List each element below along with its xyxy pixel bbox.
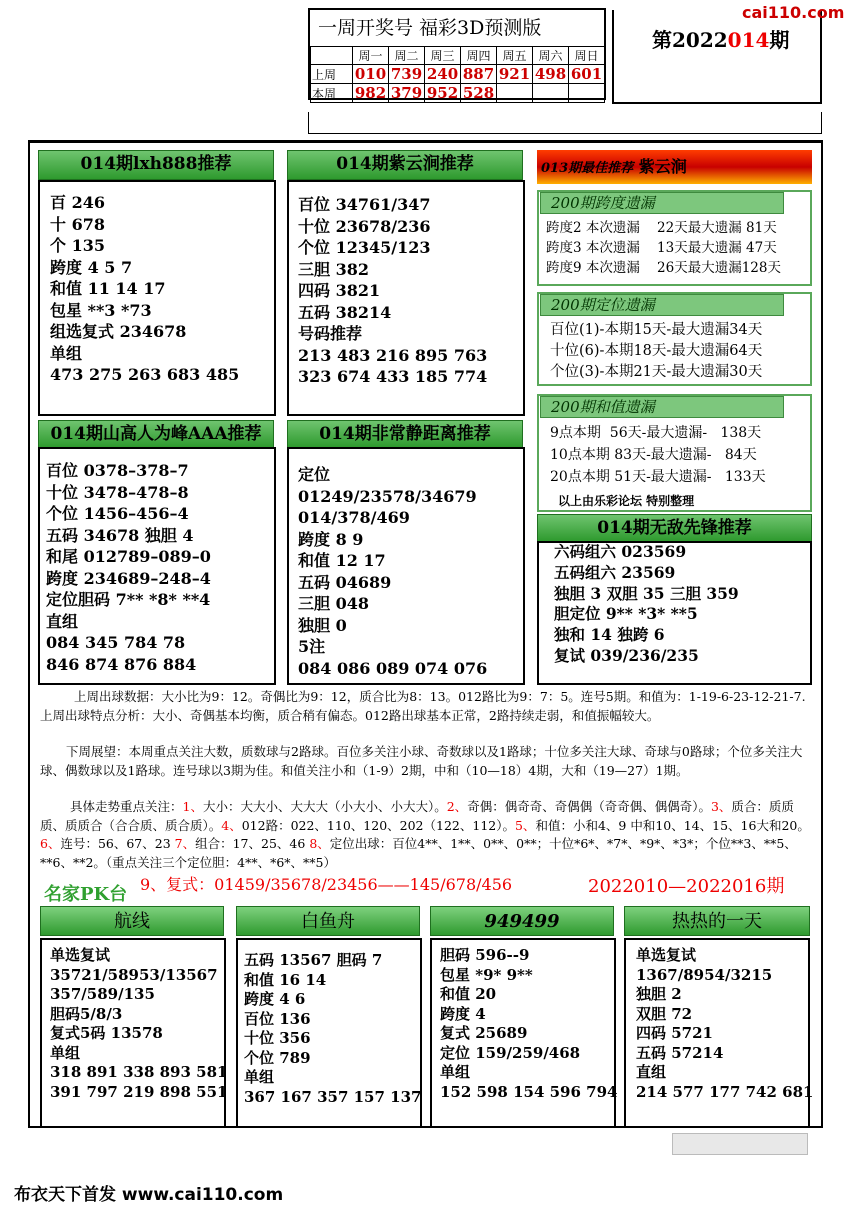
site-logo[interactable]: cai110.com [742, 3, 845, 22]
issue-number [652, 24, 789, 53]
text-line: 五码 57214 [636, 1043, 724, 1062]
text-line: 318 891 338 893 581 [50, 1063, 228, 1081]
panel-lines [298, 194, 487, 388]
text-line: 十 678 [50, 214, 105, 234]
panel-title: 014期紫云涧推荐 [287, 150, 523, 180]
draw-number: 498 [533, 65, 569, 84]
trend-num: 5、 [514, 817, 536, 833]
trend-num: 6、 [40, 836, 61, 851]
bottom-panel-title: 949499 [430, 906, 614, 936]
text-line: 定位 [298, 465, 331, 484]
pos-missing-lines [550, 320, 762, 383]
text-line: 个位 12345/123 [298, 238, 431, 257]
text-line: 复式5码 13578 [50, 1024, 163, 1042]
analysis-last-week: 上周出球数据：大小比为9：12。奇偶比为9：12，质合比为8：13。012路比为9：7：5。连号5期。和值为：1-19-6-23-12-21-7.上周出球特点分析：大小、奇偶基本均衡，质合稍有偏态。012路出球基本正常，2路持续走弱，和值振幅较大。 [40, 689, 806, 723]
trend-text: 和值：小和4、9 中和10、14、15、16大和20。 [535, 817, 810, 833]
text-line: 391 797 219 898 551 [50, 1082, 228, 1101]
trend-text: 组合：17、25、46 [195, 836, 310, 851]
wudi-lines [554, 542, 739, 667]
bottom-panel-title: 白鱼舟 [236, 906, 420, 936]
text-line: 和值 12 17 [298, 551, 386, 570]
text-line: 014/378/469 [298, 508, 410, 527]
analysis-trend [40, 798, 812, 872]
text-line: 213 483 216 895 763 [298, 345, 488, 365]
text-line: 包星 **3 *73 [50, 300, 152, 320]
text-line: 084 086 089 074 076 [298, 658, 488, 678]
text-line: 百位 136 [244, 1009, 311, 1028]
text-line: 组选复式 234678 [50, 322, 187, 341]
text-line: 直组 [636, 1063, 667, 1081]
text-line: 双胆 72 [636, 1004, 693, 1023]
pk-fushi: 9、复式：01459/35678/23456——145/678/456 [140, 875, 513, 894]
draw-number: 528 [461, 84, 497, 103]
text-line: 单选复试 [636, 946, 697, 964]
trend-text: 奇偶：偶奇奇、奇偶偶（奇奇偶、偶偶奇）。 [467, 799, 711, 814]
draw-number: 739 [389, 65, 425, 84]
text-line: 和值 11 14 17 [50, 279, 166, 298]
text-line: 六码组六 023569 [554, 542, 687, 561]
text-line: 5注 [298, 637, 326, 656]
corner-cell [311, 47, 353, 65]
text-line: 号码推荐 [298, 324, 363, 343]
text-line: 473 275 263 683 485 [50, 365, 240, 384]
issue-suffix: 期 [769, 28, 790, 52]
bottom-panel-title: 热热的一天 [624, 906, 810, 936]
sum-missing-lines [550, 422, 766, 488]
draw-number: 601 [569, 65, 605, 84]
draw-number: 952 [425, 84, 461, 103]
text-line: 五码组六 23569 [554, 562, 676, 582]
draw-number: 240 [425, 65, 461, 84]
day-header: 周四 [461, 47, 497, 65]
bottom-panel-lines [440, 946, 617, 1102]
text-line: 十位 3478–478–8 [46, 482, 189, 502]
bottom-panel-title: 航线 [40, 906, 224, 936]
text-line: 个 135 [50, 236, 105, 255]
weekly-draw-title: 一周开奖号 福彩3D预测版 [318, 17, 542, 39]
panel-title: 014期lxh888推荐 [38, 150, 274, 180]
text-line: 10点本期 83天-最大遗漏- 84天 [550, 447, 757, 463]
trend-num: 7、 [174, 836, 196, 851]
text-line: 定位胆码 7** *8* **4 [46, 590, 211, 609]
text-line: 152 598 154 596 794 [440, 1082, 618, 1101]
bottom-panel-lines [50, 946, 227, 1102]
panel-title: 014期非常静距离推荐 [287, 420, 523, 448]
trend-text: 012路：022、110、120、202（122、112）。 [241, 817, 515, 833]
text-line: 1367/8954/3215 [636, 965, 773, 984]
text-line: 胆码5/8/3 [50, 1004, 123, 1023]
span-missing-lines [546, 218, 781, 278]
text-line: 367 167 357 157 137 [244, 1087, 422, 1106]
gray-bar [672, 1133, 808, 1155]
text-line: 084 345 784 78 [46, 633, 186, 652]
text-line: 百位(1)-本期15天-最大遗漏34天 [550, 322, 763, 338]
text-line: 三胆 048 [298, 594, 369, 613]
draw-number: 010 [353, 65, 389, 84]
text-line: 三胆 382 [298, 259, 369, 279]
pos-missing-title: 200期定位遗漏 [540, 294, 784, 316]
text-line: 复试 039/236/235 [554, 645, 699, 665]
text-line: 跨度 4 6 [244, 990, 306, 1008]
day-header: 周五 [497, 47, 533, 65]
text-line: 五码 04689 [298, 572, 392, 592]
text-line: 和值 20 [440, 985, 497, 1003]
wudi-title: 014期无敌先锋推荐 [537, 514, 812, 542]
text-line: 四码 5721 [636, 1024, 713, 1042]
issue-prefix: 第2022 [652, 28, 728, 52]
trend-num: 8、 [309, 836, 330, 851]
text-line: 独和 14 独跨 6 [554, 625, 665, 645]
text-line: 包星 *9* 9** [440, 965, 533, 984]
text-line: 214 577 177 742 681 [636, 1082, 814, 1101]
row-label-last-week: 上周 [311, 65, 353, 84]
trend-num: 2、 [446, 799, 468, 814]
text-line: 个位(3)-本期21天-最大遗漏30天 [550, 364, 763, 380]
text-line: 百位 34761/347 [298, 195, 431, 214]
text-line: 独胆 3 双胆 35 三胆 359 [554, 583, 739, 603]
text-line: 01249/23578/34679 [298, 486, 477, 506]
draw-number: 379 [389, 84, 425, 103]
best-recommend-title [537, 150, 812, 184]
source-note: 以上由乐彩论坛 特别整理 [558, 494, 695, 508]
text-line: 9点本期 56天-最大遗漏- 138天 [550, 425, 762, 441]
text-line: 跨度 4 [440, 1004, 486, 1023]
pk-label: 名家PK台 [44, 884, 128, 905]
pk-period: 2022010—2022016期 [588, 876, 785, 897]
text-line: 和尾 012789–089–0 [46, 547, 211, 566]
text-line: 复式 25689 [440, 1024, 528, 1042]
text-line: 十位 356 [244, 1029, 311, 1047]
text-line: 独胆 0 [298, 615, 347, 635]
draw-number: 921 [497, 65, 533, 84]
text-line: 323 674 433 185 774 [298, 367, 488, 386]
trend-num: 4、 [221, 817, 242, 833]
text-line: 个位 1456–456–4 [46, 504, 189, 523]
analysis-next-week: 下周展望：本周重点关注大数，质数球与2路球。百位多关注小球、奇数球以及1路球；十位多关注大球、奇球与0路球；个位多关注大球、偶数球以及1路球。连号球以3期为佳。和值关注小和（1-9）2期，中和（10—18）4期，大和（19—27）1期。 [40, 744, 803, 778]
text-line: 独胆 2 [636, 985, 682, 1003]
panel-lines [46, 460, 211, 675]
text-line: 十位(6)-本期18天-最大遗漏64天 [550, 343, 763, 359]
draw-number [533, 84, 569, 103]
text-line: 十位 23678/236 [298, 216, 431, 236]
text-line: 20点本期 51天-最大遗漏- 133天 [550, 469, 766, 485]
text-line: 跨度3 本次遗漏 13天最大遗漏 47天 [546, 240, 777, 256]
draw-number: 887 [461, 65, 497, 84]
text-line: 直组 [46, 611, 79, 631]
text-line: 个位 789 [244, 1048, 311, 1067]
text-line: 定位 159/259/468 [440, 1043, 581, 1062]
sum-missing-title: 200期和值遗漏 [540, 396, 784, 418]
best-name: 紫云涧 [638, 157, 687, 176]
text-line: 四码 3821 [298, 281, 381, 300]
text-line: 五码 34678 独胆 4 [46, 525, 194, 545]
text-line: 百 246 [50, 193, 105, 212]
text-line: 跨度 4 5 7 [50, 257, 133, 277]
row-label-this-week: 本周 [311, 84, 353, 103]
trend-num: 1、 [182, 799, 203, 814]
text-line: 五码 13567 胆码 7 [244, 951, 383, 969]
best-prefix: 013期最佳推荐 [541, 161, 634, 176]
day-header: 周二 [389, 47, 425, 65]
text-line: 单选复试 [50, 946, 111, 964]
text-line: 跨度 8 9 [298, 529, 364, 549]
text-line: 跨度2 本次遗漏 22天最大遗漏 81天 [546, 220, 777, 236]
text-line: 357/589/135 [50, 985, 155, 1003]
day-header: 周六 [533, 47, 569, 65]
weekly-draw-table [310, 46, 605, 103]
trend-text: 质合：质质质、质质合（合合质、质合质）。 [40, 799, 794, 833]
text-line: 单组 [440, 1063, 471, 1081]
footer-text[interactable]: 布衣天下首发 www.cai110.com [14, 1185, 284, 1205]
text-line: 百位 0378–378–7 [46, 461, 189, 480]
text-line: 846 874 876 884 [46, 654, 197, 674]
trend-text: 定位出球：百位4**、1**、0**、0**；十位*6*、*7*、*9*、*3*；个位**3、**5、**6、**2。（重点关注三个定位胆：4**、*6*、**5） [40, 836, 797, 870]
text-line: 35721/58953/13567 [50, 965, 218, 984]
day-header: 周一 [353, 47, 389, 65]
text-line: 单组 [244, 1068, 275, 1086]
bottom-panel-lines [244, 951, 421, 1107]
text-line: 和值 16 14 [244, 970, 327, 989]
header-divider [308, 112, 822, 134]
text-line: 单组 [50, 343, 83, 363]
panel-lines [298, 464, 487, 679]
text-line: 胆码 596--9 [440, 946, 530, 964]
text-line: 五码 38214 [298, 302, 392, 322]
trend-text: 连号：56、67、23 [60, 836, 175, 851]
trend-text: 大小：大大小、大大大（小大小、小大大）。 [202, 799, 447, 814]
text-line: 跨度9 本次遗漏 26天最大遗漏128天 [546, 260, 781, 276]
bottom-panel-lines [636, 946, 813, 1102]
trend-lead: 具体走势重点关注： [70, 799, 183, 814]
text-line: 跨度 234689–248–4 [46, 568, 211, 588]
draw-number [569, 84, 605, 103]
text-line: 单组 [50, 1043, 81, 1062]
issue-num: 014 [727, 28, 770, 52]
span-missing-title: 200期跨度遗漏 [540, 192, 784, 214]
day-header: 周日 [569, 47, 605, 65]
panel-title: 014期山高人为峰AAA推荐 [38, 420, 274, 448]
day-header: 周三 [425, 47, 461, 65]
draw-number: 982 [353, 84, 389, 103]
text-line: 胆定位 9** *3* **5 [554, 604, 698, 624]
panel-lines [50, 192, 239, 386]
draw-number [497, 84, 533, 103]
trend-num: 3、 [710, 799, 732, 814]
